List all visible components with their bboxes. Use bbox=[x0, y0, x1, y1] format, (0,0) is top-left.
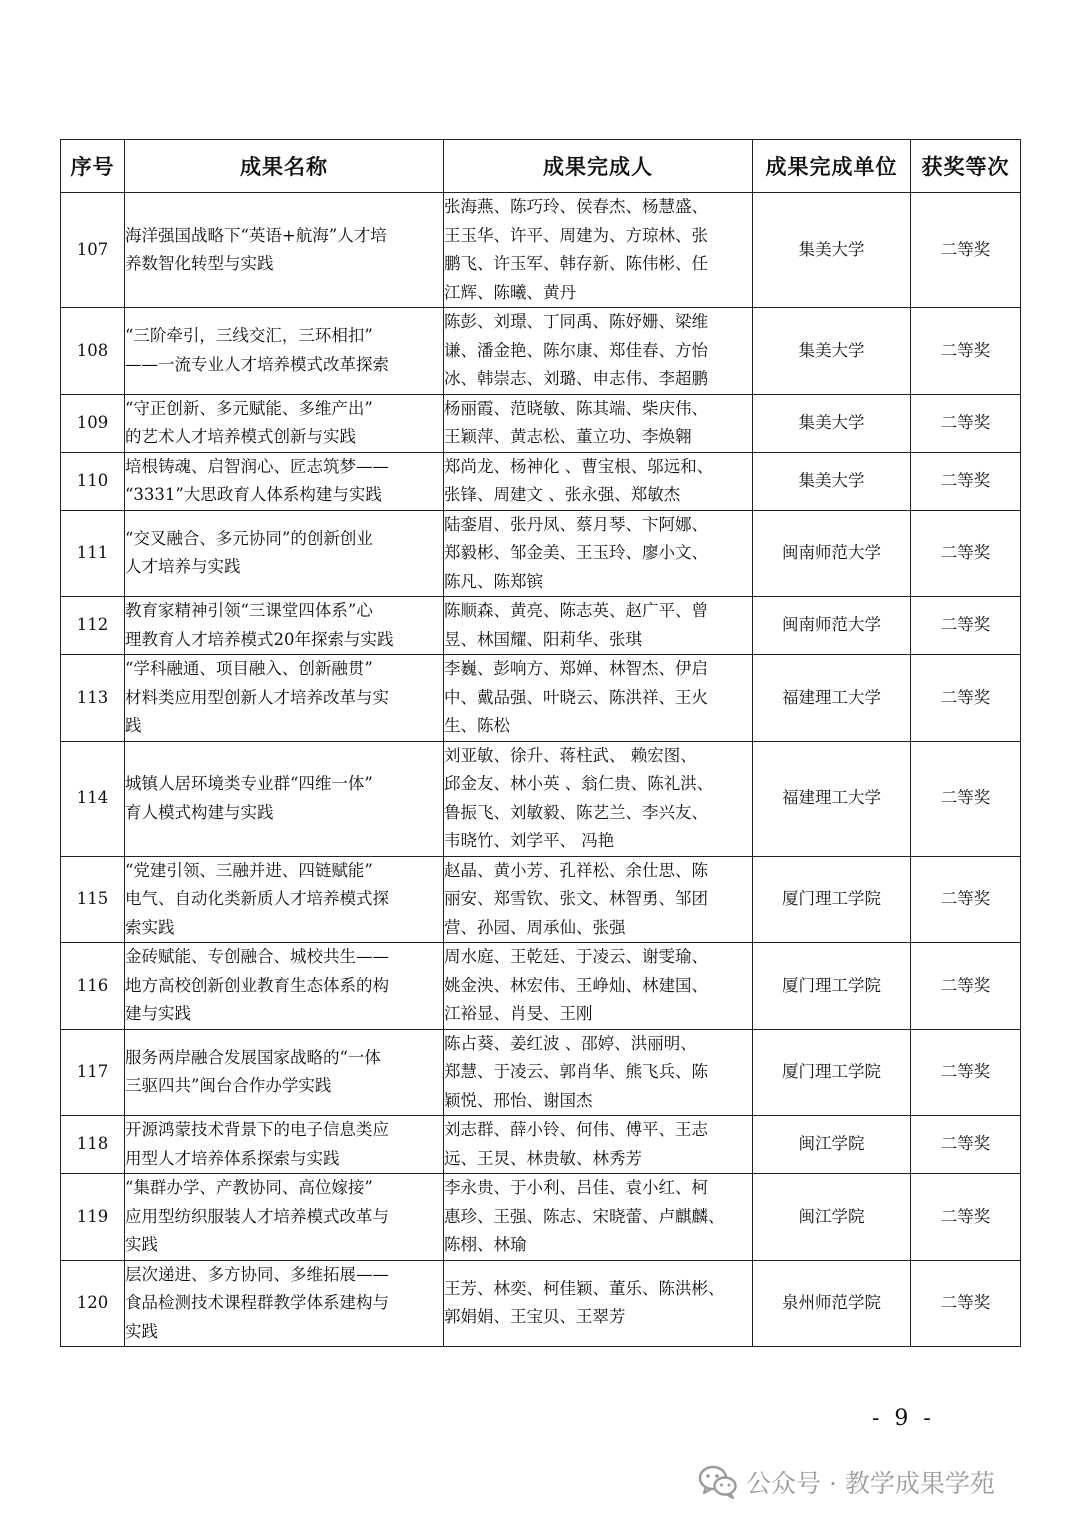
header-title: 成果名称 bbox=[125, 140, 444, 193]
table-row bbox=[61, 308, 1021, 395]
cell-award: 二等奖 bbox=[911, 452, 1021, 510]
people-line: 昱、林国耀、阳莉华、张琪 bbox=[444, 629, 642, 649]
title-line: 地方高校创新创业教育生态体系的构 bbox=[125, 975, 389, 995]
people-line: 颖悦、邢怡、谢国杰 bbox=[444, 1090, 593, 1110]
cell-no: 119 bbox=[61, 1174, 125, 1261]
title-line: 培根铸魂、启智润心、匠志筑梦—— bbox=[125, 456, 389, 476]
people-line: 郑毅彬、邹金美、王玉玲、廖小文、 bbox=[444, 543, 708, 562]
cell-no: 118 bbox=[61, 1116, 125, 1174]
people-line: 刘志群、薛小铃、何伟、傅平、王志 bbox=[444, 1120, 708, 1139]
people-line: 郑慧、于凌云、郭肖华、熊飞兵、陈 bbox=[444, 1062, 708, 1081]
cell-people bbox=[444, 741, 753, 856]
title-line: 电气、自动化类新质人才培养模式探 bbox=[125, 889, 389, 908]
people-line: 张锋、周建文 、张永强、郑敏杰 bbox=[444, 485, 681, 504]
cell-award: 二等奖 bbox=[911, 856, 1021, 943]
title-line: 养数智化转型与实践 bbox=[125, 254, 274, 273]
cell-title bbox=[125, 394, 444, 452]
people-line: 王颖萍、黄志松、董立功、李焕翱 bbox=[444, 427, 692, 446]
people-line: 郭娟娟、王宝贝、王翠芳 bbox=[444, 1307, 626, 1327]
table-row bbox=[61, 943, 1021, 1030]
cell-award: 二等奖 bbox=[911, 1029, 1021, 1116]
title-line: ——一流专业人才培养模式改革探索 bbox=[125, 354, 389, 374]
title-line: “党建引领、三融并进、四链赋能” bbox=[125, 860, 373, 880]
cell-people bbox=[444, 1116, 753, 1174]
people-line: 江辉、陈曦、黄丹 bbox=[444, 282, 576, 302]
awards-table bbox=[60, 139, 1021, 1347]
cell-unit: 厦门理工学院 bbox=[753, 856, 911, 943]
table-row bbox=[61, 193, 1021, 308]
header-award: 获奖等次 bbox=[911, 140, 1021, 193]
cell-people bbox=[444, 510, 753, 597]
table-row bbox=[61, 741, 1021, 856]
table-row bbox=[61, 1260, 1021, 1347]
cell-award: 二等奖 bbox=[911, 943, 1021, 1030]
cell-people bbox=[444, 943, 753, 1030]
people-line: 韦晓竹、刘学平、 冯艳 bbox=[444, 831, 615, 850]
title-line: “三阶牵引，三线交汇，三环相扣” bbox=[125, 326, 373, 346]
cell-unit: 福建理工大学 bbox=[753, 655, 911, 742]
cell-unit: 闽南师范大学 bbox=[753, 510, 911, 597]
watermark bbox=[698, 1462, 995, 1502]
cell-no: 120 bbox=[61, 1260, 125, 1347]
cell-people bbox=[444, 655, 753, 742]
cell-no: 114 bbox=[61, 741, 125, 856]
people-line: 陈栩、林瑜 bbox=[444, 1235, 527, 1254]
title-line: 三驱四共”闽台合作办学实践 bbox=[125, 1076, 332, 1096]
cell-people bbox=[444, 1260, 753, 1347]
title-line: 材料类应用型创新人才培养改革与实 bbox=[125, 687, 389, 707]
cell-unit: 厦门理工学院 bbox=[753, 1029, 911, 1116]
cell-people bbox=[444, 597, 753, 655]
title-line: 层次递进、多方协同、多维拓展—— bbox=[125, 1264, 389, 1284]
people-line: 远、王炅、林贵敏、林秀芳 bbox=[444, 1148, 642, 1168]
people-line: 江裕显、肖旻、王刚 bbox=[444, 1004, 593, 1023]
people-line: 陈顺森、黄亮、陈志英、赵广平、曾 bbox=[444, 601, 708, 620]
cell-title bbox=[125, 510, 444, 597]
cell-award: 二等奖 bbox=[911, 655, 1021, 742]
people-line: 陆銮眉、张丹凤、蔡月琴、卞阿娜、 bbox=[444, 514, 708, 534]
title-line: “交叉融合、多元协同”的创新创业 bbox=[125, 528, 373, 548]
cell-unit: 福建理工大学 bbox=[753, 741, 911, 856]
cell-title bbox=[125, 308, 444, 395]
cell-title bbox=[125, 1174, 444, 1261]
cell-award: 二等奖 bbox=[911, 394, 1021, 452]
cell-title bbox=[125, 193, 444, 308]
people-line: 邱金友、林小英 、翁仁贵、陈礼洪、 bbox=[444, 774, 714, 793]
people-line: 李巍、彭响方、郑婵、林智杰、伊启 bbox=[444, 659, 708, 678]
people-line: 生、陈松 bbox=[444, 716, 510, 735]
header-unit: 成果完成单位 bbox=[753, 140, 911, 193]
people-line: 姚金泱、林宏伟、王峥灿、林建国、 bbox=[444, 975, 708, 995]
cell-no: 111 bbox=[61, 510, 125, 597]
title-line: 城镇人居环境类专业群“四维一体” bbox=[125, 774, 373, 793]
title-line: 索实践 bbox=[125, 917, 175, 937]
title-line: 实践 bbox=[125, 1235, 158, 1254]
people-line: 陈彭、刘璟、丁同禹、陈妤姗、梁维 bbox=[444, 312, 708, 331]
title-line: 金砖赋能、专创融合、城校共生—— bbox=[125, 947, 389, 966]
table-row bbox=[61, 452, 1021, 510]
people-line: 谦、潘金艳、陈尔康、郑佳春、方怡 bbox=[444, 340, 708, 360]
cell-title bbox=[125, 597, 444, 655]
title-line: 应用型纺织服装人才培养模式改革与 bbox=[125, 1206, 389, 1226]
title-line: 服务两岸融合发展国家战略的“一体 bbox=[125, 1047, 381, 1067]
people-line: 李永贵、于小利、吕佳、袁小红、柯 bbox=[444, 1178, 708, 1197]
cell-no: 110 bbox=[61, 452, 125, 510]
cell-unit: 泉州师范学院 bbox=[753, 1260, 911, 1347]
table-row bbox=[61, 394, 1021, 452]
people-line: 陈占葵、姜红波 、邵婷、洪丽明、 bbox=[444, 1033, 697, 1053]
cell-people bbox=[444, 308, 753, 395]
wechat-icon bbox=[698, 1464, 738, 1500]
people-line: 冰、韩崇志、刘璐、申志伟、李超鹏 bbox=[444, 369, 708, 388]
table-row bbox=[61, 510, 1021, 597]
table-header-row bbox=[61, 140, 1021, 193]
cell-no: 117 bbox=[61, 1029, 125, 1116]
title-line: 践 bbox=[125, 716, 142, 735]
cell-title bbox=[125, 856, 444, 943]
people-line: 惠珍、王强、陈志、宋晓蕾、卢麒麟、 bbox=[444, 1206, 725, 1226]
title-line: 食品检测技术课程群教学体系建构与 bbox=[125, 1293, 389, 1312]
title-line: 人才培养与实践 bbox=[125, 557, 241, 577]
people-line: 郑尚龙、杨神化 、曹宝根、邬远和、 bbox=[444, 456, 714, 476]
watermark-text: 公众号 · 教学成果学苑 bbox=[746, 1469, 995, 1498]
title-line: 开源鸿蒙技术背景下的电子信息类应 bbox=[125, 1120, 389, 1139]
people-line: 张海燕、陈巧玲、侯春杰、杨慧盛、 bbox=[444, 197, 708, 216]
cell-award: 二等奖 bbox=[911, 308, 1021, 395]
title-line: “3331”大思政育人体系构建与实践 bbox=[125, 485, 382, 504]
people-line: 营、孙园、周承仙、张强 bbox=[444, 917, 626, 937]
cell-no: 112 bbox=[61, 597, 125, 655]
cell-unit: 集美大学 bbox=[753, 193, 911, 308]
cell-unit: 闽江学院 bbox=[753, 1174, 911, 1261]
cell-title bbox=[125, 452, 444, 510]
cell-title bbox=[125, 1260, 444, 1347]
cell-people bbox=[444, 452, 753, 510]
cell-no: 113 bbox=[61, 655, 125, 742]
table-row bbox=[61, 856, 1021, 943]
cell-award: 二等奖 bbox=[911, 597, 1021, 655]
title-line: 教育家精神引领“三课堂四体系”心 bbox=[125, 601, 373, 620]
cell-unit: 集美大学 bbox=[753, 308, 911, 395]
people-line: 刘亚敏、徐升、蒋柱武、 赖宏图、 bbox=[444, 745, 697, 765]
cell-people bbox=[444, 1174, 753, 1261]
cell-people bbox=[444, 193, 753, 308]
title-line: 建与实践 bbox=[125, 1004, 191, 1023]
title-line: 海洋强国战略下“英语+航海”人才培 bbox=[125, 225, 387, 245]
cell-no: 115 bbox=[61, 856, 125, 943]
people-line: 杨丽霞、范晓敏、陈其端、柴庆伟、 bbox=[444, 398, 708, 418]
table-row bbox=[61, 655, 1021, 742]
table-row bbox=[61, 1174, 1021, 1261]
page-number: - 9 - bbox=[872, 1406, 935, 1431]
cell-unit: 闽南师范大学 bbox=[753, 597, 911, 655]
title-line: 育人模式构建与实践 bbox=[125, 802, 274, 822]
people-line: 鹏飞、许玉军、韩存新、陈伟彬、任 bbox=[444, 254, 708, 273]
cell-award: 二等奖 bbox=[911, 510, 1021, 597]
cell-unit: 厦门理工学院 bbox=[753, 943, 911, 1030]
people-line: 陈凡、陈郑镔 bbox=[444, 571, 543, 591]
cell-title bbox=[125, 655, 444, 742]
cell-no: 108 bbox=[61, 308, 125, 395]
title-line: 的艺术人才培养模式创新与实践 bbox=[125, 427, 356, 446]
people-line: 王玉华、许平、周建为、方琼林、张 bbox=[444, 225, 708, 245]
people-line: 周水庭、王乾廷、于凌云、谢雯瑜、 bbox=[444, 947, 708, 966]
cell-unit: 集美大学 bbox=[753, 394, 911, 452]
people-line: 王芳、林奕、柯佳颖、董乐、陈洪彬、 bbox=[444, 1278, 725, 1298]
table-body bbox=[61, 193, 1021, 1347]
cell-award: 二等奖 bbox=[911, 193, 1021, 308]
cell-award: 二等奖 bbox=[911, 1174, 1021, 1261]
cell-award: 二等奖 bbox=[911, 1116, 1021, 1174]
people-line: 赵晶、黄小芳、孔祥松、余仕思、陈 bbox=[444, 860, 708, 880]
cell-title bbox=[125, 1116, 444, 1174]
table-row bbox=[61, 1029, 1021, 1116]
people-line: 丽安、郑雪钦、张文、林智勇、邹团 bbox=[444, 889, 708, 908]
cell-title bbox=[125, 741, 444, 856]
cell-title bbox=[125, 943, 444, 1030]
table-row bbox=[61, 1116, 1021, 1174]
title-line: “集群办学、产教协同、高位嫁接” bbox=[125, 1178, 373, 1197]
header-no: 序号 bbox=[61, 140, 125, 193]
cell-no: 107 bbox=[61, 193, 125, 308]
cell-no: 116 bbox=[61, 943, 125, 1030]
people-line: 鲁振飞、刘敏毅、陈艺兰、李兴友、 bbox=[444, 802, 708, 822]
cell-title bbox=[125, 1029, 444, 1116]
cell-people bbox=[444, 856, 753, 943]
cell-unit: 集美大学 bbox=[753, 452, 911, 510]
title-line: 用型人才培养体系探索与实践 bbox=[125, 1148, 340, 1168]
title-line: “学科融通、项目融入、创新融贯” bbox=[125, 659, 373, 678]
people-line: 中、戴品强、叶晓云、陈洪祥、王火 bbox=[444, 687, 708, 707]
title-line: “守正创新、多元赋能、多维产出” bbox=[125, 398, 373, 418]
cell-award: 二等奖 bbox=[911, 1260, 1021, 1347]
cell-people bbox=[444, 394, 753, 452]
title-line: 实践 bbox=[125, 1321, 158, 1341]
cell-no: 109 bbox=[61, 394, 125, 452]
cell-award: 二等奖 bbox=[911, 741, 1021, 856]
title-line: 理教育人才培养模式20年探索与实践 bbox=[125, 629, 394, 649]
cell-unit: 闽江学院 bbox=[753, 1116, 911, 1174]
table-row bbox=[61, 597, 1021, 655]
cell-people bbox=[444, 1029, 753, 1116]
header-people: 成果完成人 bbox=[444, 140, 753, 193]
